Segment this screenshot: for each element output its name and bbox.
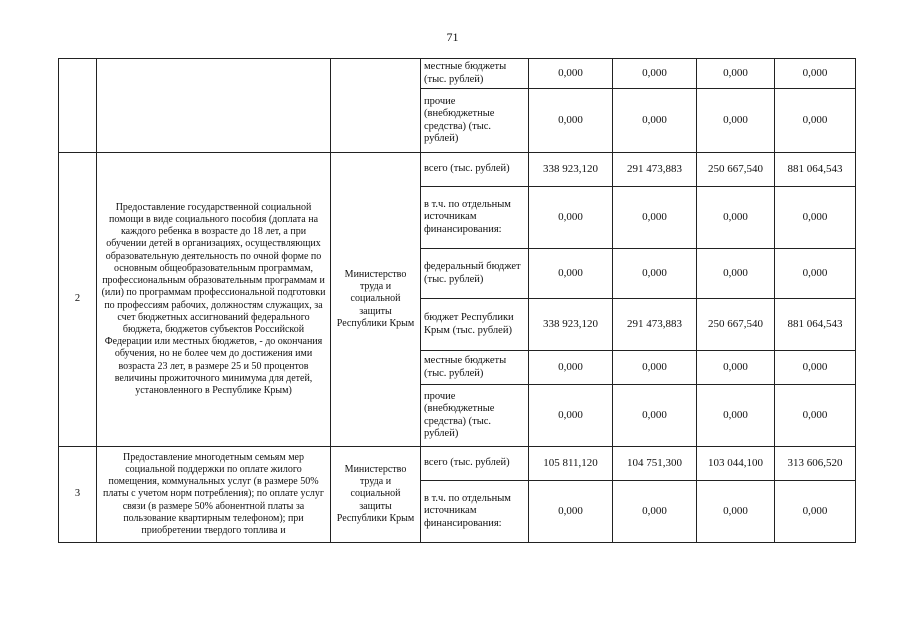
- executor-cell: [331, 59, 421, 153]
- value-cell: 0,000: [775, 59, 856, 89]
- value-cell: 0,000: [697, 249, 775, 299]
- value-cell: 250 667,540: [697, 153, 775, 187]
- funding-source: в т.ч. по отдельным источникам финансирования:: [421, 481, 529, 543]
- funding-source: всего (тыс. рублей): [421, 153, 529, 187]
- page-number: 71: [446, 30, 459, 44]
- funding-source: федеральный бюджет (тыс. рублей): [421, 249, 529, 299]
- value-cell: 0,000: [613, 385, 697, 447]
- table-row: [59, 447, 856, 481]
- measure-name: Предоставление государственной социальной помощи в виде социального пособия (доплата на каждого ребенка в возрасте до 18 лет, а при обучении детей в организациях, осуществляющих образовательную деятельность по очной форме по основным общеобразовательным программам, профессиональным образовательным программам и (или) по программам профессиональной подготовки по профессиям рабочих, должностям служащих, за счет бюджетных ассигнований федерального бюджета, бюджетов субъектов Российской Федерации или местных бюджетов, - до окончания обучения, но не более чем до достижения ими возраста 23 лет, в размере 25 и 50 процентов величины прожиточного минимума для детей, установленного в Республике Крым): [97, 153, 331, 447]
- value-cell: 0,000: [613, 89, 697, 153]
- row-number: 2: [59, 153, 97, 447]
- funding-source: прочие (внебюджетные средства) (тыс. рублей): [421, 89, 529, 153]
- value-cell: 105 811,120: [529, 447, 613, 481]
- value-cell: 0,000: [613, 249, 697, 299]
- value-cell: 0,000: [613, 351, 697, 385]
- funding-source: местные бюджеты (тыс. рублей): [421, 59, 529, 89]
- value-cell: 0,000: [775, 187, 856, 249]
- value-cell: 0,000: [529, 385, 613, 447]
- value-cell: 103 044,100: [697, 447, 775, 481]
- funding-source: в т.ч. по отдельным источникам финансирования:: [421, 187, 529, 249]
- value-cell: 291 473,883: [613, 299, 697, 351]
- funding-source: бюджет Республики Крым (тыс. рублей): [421, 299, 529, 351]
- value-cell: 0,000: [775, 249, 856, 299]
- value-cell: 0,000: [697, 59, 775, 89]
- row-number: 3: [59, 447, 97, 543]
- value-cell: 250 667,540: [697, 299, 775, 351]
- executor-name: Министерство труда и социальной защиты Республики Крым: [331, 153, 421, 447]
- measure-name-cell: [97, 59, 331, 153]
- measure-name: Предоставление многодетным семьям мер социальной поддержки по оплате жилого помещения, коммунальных услуг (в размере 50% платы с учетом норм потребления); по оплате услуг связи (в размере 50% абонентной платы за пользование квартирным телефоном); при приобретении твердого топлива и: [97, 447, 331, 543]
- value-cell: 291 473,883: [613, 153, 697, 187]
- value-cell: 0,000: [697, 481, 775, 543]
- value-cell: 0,000: [529, 351, 613, 385]
- executor-name: Министерство труда и социальной защиты Республики Крым: [331, 447, 421, 543]
- value-cell: 0,000: [613, 481, 697, 543]
- value-cell: 0,000: [775, 481, 856, 543]
- funding-source: всего (тыс. рублей): [421, 447, 529, 481]
- row-number-cell: [59, 59, 97, 153]
- value-cell: 338 923,120: [529, 153, 613, 187]
- value-cell: 881 064,543: [775, 299, 856, 351]
- value-cell: 0,000: [697, 385, 775, 447]
- value-cell: 0,000: [775, 385, 856, 447]
- value-cell: 0,000: [529, 249, 613, 299]
- financing-table: [58, 58, 856, 543]
- value-cell: 0,000: [613, 59, 697, 89]
- value-cell: 0,000: [775, 89, 856, 153]
- value-cell: 0,000: [529, 481, 613, 543]
- value-cell: 0,000: [529, 59, 613, 89]
- funding-source: прочие (внебюджетные средства) (тыс. рублей): [421, 385, 529, 447]
- value-cell: 0,000: [775, 351, 856, 385]
- value-cell: 104 751,300: [613, 447, 697, 481]
- funding-source: местные бюджеты (тыс. рублей): [421, 351, 529, 385]
- value-cell: 0,000: [613, 187, 697, 249]
- value-cell: 338 923,120: [529, 299, 613, 351]
- value-cell: 0,000: [697, 89, 775, 153]
- table-row: [59, 59, 856, 89]
- value-cell: 313 606,520: [775, 447, 856, 481]
- value-cell: 0,000: [529, 187, 613, 249]
- value-cell: 0,000: [697, 351, 775, 385]
- value-cell: 881 064,543: [775, 153, 856, 187]
- table-row: [59, 153, 856, 187]
- value-cell: 0,000: [529, 89, 613, 153]
- value-cell: 0,000: [697, 187, 775, 249]
